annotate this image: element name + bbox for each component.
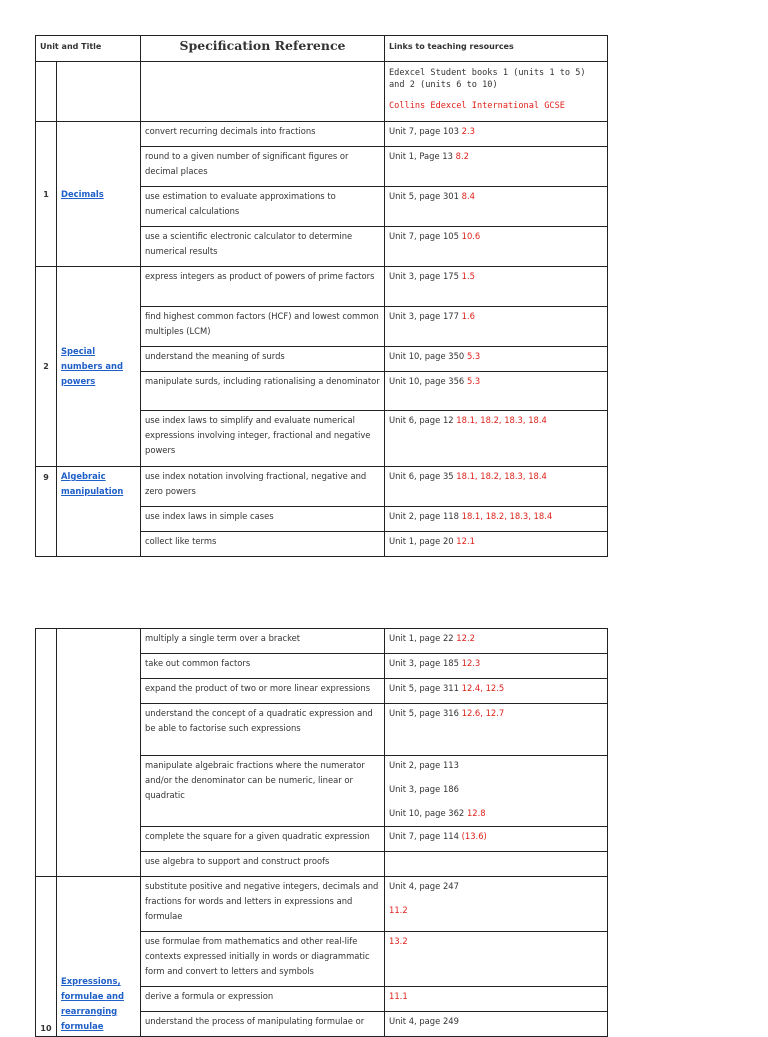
link-cell: Unit 5, page 311 12.4, 12.5 (385, 679, 608, 704)
unit-title-link[interactable]: Decimals (61, 188, 104, 199)
link-cell: Unit 3, page 175 1.5 (385, 267, 608, 307)
spec-cell: use a scientific electronic calculator to determine numerical results (141, 227, 385, 267)
header-unit-and-title: Unit and Title (36, 36, 141, 62)
unit-title-cell (57, 877, 141, 1037)
unit-title-cell (57, 267, 141, 467)
table-row (36, 122, 608, 147)
unit-number: 1 (36, 122, 57, 267)
spec-cell: take out common factors (141, 654, 385, 679)
ref-link[interactable]: 1.6 (461, 311, 475, 321)
ref-link[interactable]: 5.3 (466, 351, 481, 361)
unit-title-cell (57, 467, 141, 557)
spec-cell: use algebra to support and construct proofs (141, 852, 385, 877)
spec-cell: find highest common factors (HCF) and lowest common multiples (LCM) (141, 307, 385, 347)
ref-link[interactable]: 18.1, 18.2, 18.3, 18.4 (461, 511, 553, 521)
unit-number: 9 (36, 467, 57, 557)
header-links: Links to teaching resources (385, 36, 608, 62)
link-cell: Unit 1, page 22 12.2 (385, 629, 608, 654)
link-cell (385, 987, 608, 1012)
spec-cell: round to a given number of significant figures or decimal places (141, 147, 385, 187)
ref-link[interactable]: 18.1, 18.2, 18.3, 18.4 (456, 471, 547, 481)
link-cell: Unit 4, page 247 11.2 (385, 877, 608, 932)
spec-cell: expand the product of two or more linear expressions (141, 679, 385, 704)
intro-edexcel-text: Edexcel Student books 1 (units 1 to 5) and 2 (units 6 to 10) (389, 68, 586, 90)
unit-title-link[interactable]: Expressions, formulae and rearranging formulae (61, 976, 124, 1031)
intro-collins-text: Collins Edexcel International GCSE (389, 101, 565, 111)
link-cell: Unit 5, page 301 8.4 (385, 187, 608, 227)
spec-cell: convert recurring decimals into fractions (141, 122, 385, 147)
ref-link[interactable]: 8.2 (455, 151, 469, 161)
ref-link[interactable]: 8.4 (461, 191, 475, 201)
ref-link[interactable]: 12.2 (456, 633, 475, 643)
ref-link[interactable]: 12.3 (461, 658, 481, 668)
ref-link[interactable]: 12.4, 12.5 (461, 683, 505, 693)
spec-cell: manipulate surds, including rationalising a denominator (141, 372, 385, 411)
table-row (36, 467, 608, 507)
table-row (36, 877, 608, 932)
table-row (36, 267, 608, 307)
ref-link[interactable]: 2.3 (461, 126, 475, 136)
spec-cell: use index laws in simple cases (141, 507, 385, 532)
link-cell: Unit 1, page 20 12.1 (385, 532, 608, 557)
intro-row (36, 62, 608, 122)
header-specification-reference: Specification Reference (141, 36, 385, 62)
header-row (36, 36, 608, 62)
link-cell: Unit 7, page 114 (13.6) (385, 827, 608, 852)
spec-cell: complete the square for a given quadratic expression (141, 827, 385, 852)
spec-cell: derive a formula or expression (141, 987, 385, 1012)
spec-cell: use formulae from mathematics and other real-life contexts expressed initially in words or diagrammatic form and convert to letters and symbols (141, 932, 385, 987)
unit-number: 10 (36, 877, 57, 1037)
resource-table-1 (35, 35, 608, 557)
spec-cell: understand the meaning of surds (141, 347, 385, 372)
link-cell: Unit 4, page 249 (385, 1012, 608, 1037)
ref-link[interactable]: 11.2 (389, 905, 408, 915)
link-cell: Unit 6, page 12 18.1, 18.2, 18.3, 18.4 (385, 411, 608, 467)
spec-cell: substitute positive and negative integers, decimals and fractions for words and letters in expressions and formulae (141, 877, 385, 932)
ref-link[interactable]: 12.1 (456, 536, 475, 546)
link-cell: Unit 6, page 35 18.1, 18.2, 18.3, 18.4 (385, 467, 608, 507)
spec-cell: understand the concept of a quadratic expression and be able to factorise such expressions (141, 704, 385, 756)
ref-link[interactable]: 12.6, 12.7 (461, 708, 505, 718)
ref-link[interactable]: 10.6 (461, 231, 481, 241)
link-cell: Unit 3, page 177 1.6 (385, 307, 608, 347)
spec-cell: understand the process of manipulating formulae or (141, 1012, 385, 1037)
resource-table-2 (35, 628, 608, 1037)
link-cell: Unit 1, Page 13 8.2 (385, 147, 608, 187)
table-row (36, 629, 608, 654)
ref-link[interactable]: 18.1, 18.2, 18.3, 18.4 (456, 415, 547, 425)
ref-link[interactable]: 1.5 (461, 271, 475, 281)
spec-cell: multiply a single term over a bracket (141, 629, 385, 654)
spec-cell: express integers as product of powers of prime factors (141, 267, 385, 307)
ref-link[interactable]: 11.1 (389, 991, 408, 1001)
unit-number: 2 (36, 267, 57, 467)
spec-cell: collect like terms (141, 532, 385, 557)
ref-link[interactable]: 12.8 (466, 808, 486, 818)
spec-cell: use index laws to simplify and evaluate numerical expressions involving integer, fractional and negative powers (141, 411, 385, 467)
unit-title-link[interactable]: Special numbers and powers (61, 346, 123, 386)
link-cell: Unit 5, page 316 12.6, 12.7 (385, 704, 608, 756)
spec-cell: use estimation to evaluate approximations to numerical calculations (141, 187, 385, 227)
link-cell: Unit 3, page 185 12.3 (385, 654, 608, 679)
ref-link[interactable]: 13.2 (389, 936, 408, 946)
link-cell: Unit 7, page 105 10.6 (385, 227, 608, 267)
link-cell: Unit 2, page 113 Unit 3, page 186 Unit 10, page 362 12.8 (385, 756, 608, 827)
ref-link[interactable]: 5.3 (466, 376, 481, 386)
spec-cell: use index notation involving fractional, negative and zero powers (141, 467, 385, 507)
link-cell (385, 852, 608, 877)
unit-title-cell (57, 122, 141, 267)
link-cell: Unit 10, page 350 5.3 (385, 347, 608, 372)
unit-title-link[interactable]: Algebraic manipulation (61, 471, 124, 496)
link-cell (385, 932, 608, 987)
ref-link[interactable]: (13.6) (461, 831, 487, 841)
link-cell: Unit 10, page 356 5.3 (385, 372, 608, 411)
spec-cell: manipulate algebraic fractions where the numerator and/or the denominator can be numeric, linear or quadratic (141, 756, 385, 827)
link-cell: Unit 2, page 118 18.1, 18.2, 18.3, 18.4 (385, 507, 608, 532)
intro-cell (385, 62, 608, 122)
link-cell: Unit 7, page 103 2.3 (385, 122, 608, 147)
